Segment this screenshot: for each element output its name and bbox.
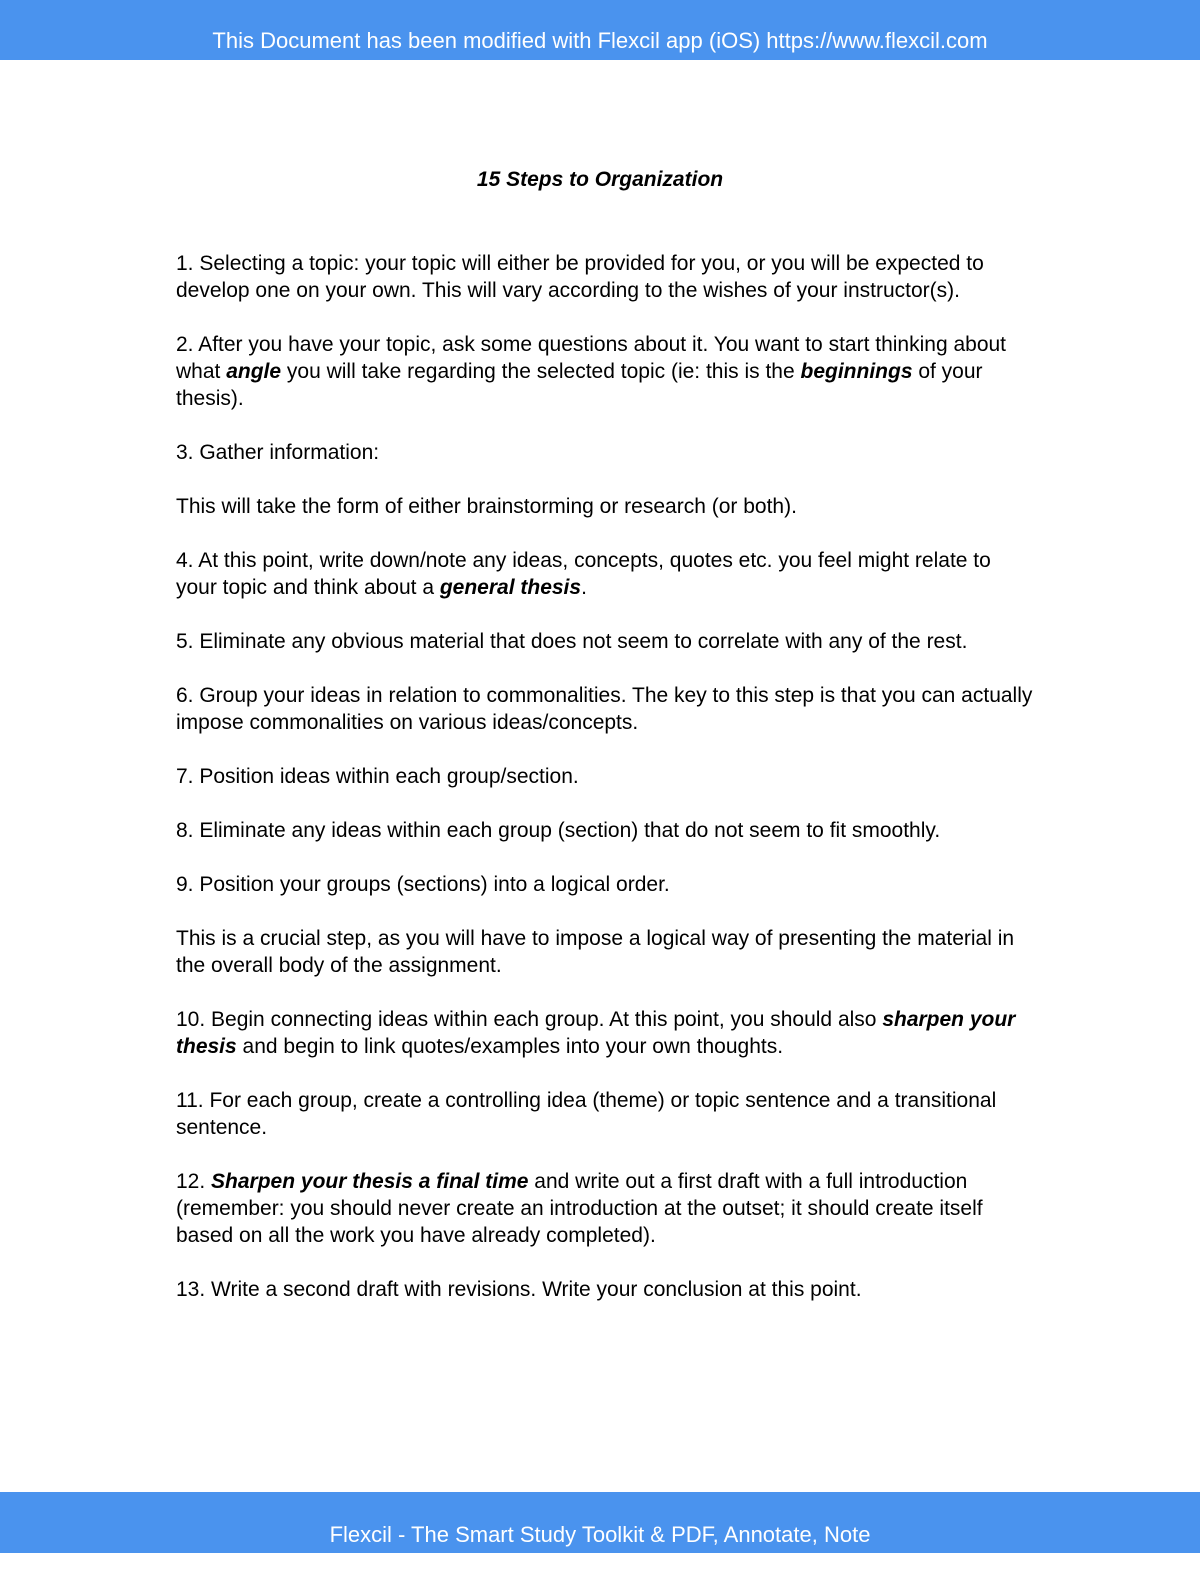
step-2-text-end: of your thesis). [176, 360, 983, 410]
step-4-text: 4. At this point, write down/note any ideas, concepts, quotes etc. you feel might relate to your topic and think about a [176, 549, 991, 599]
step-12-number: 12. [176, 1170, 212, 1193]
emphasis-beginnings: beginnings [800, 360, 913, 383]
step-12 [176, 1168, 1036, 1249]
step-3-note: This will take the form of either brainstorming or research (or both). [176, 495, 797, 518]
step-12-text: and write out a first draft with a full introduction (remember: you should never create an introduction at the outset; it should create itself based on all the work you have already completed). [176, 1170, 983, 1247]
emphasis-general-thesis: general thesis [439, 576, 582, 599]
header-banner: This Document has been modified with Flexcil app (iOS) https://www.flexcil.com [0, 0, 1200, 60]
step-9-note: This is a crucial step, as you will have to impose a logical way of presenting the material in the overall body of the assignment. [176, 927, 1015, 977]
step-11: 11. For each group, create a controlling idea (theme) or topic sentence and a transitional sentence. [176, 1089, 997, 1139]
emphasis-angle: angle [226, 360, 282, 383]
step-2 [176, 331, 1036, 412]
step-7: 7. Position ideas within each group/section. [176, 765, 579, 788]
step-8: 8. Eliminate any ideas within each group (section) that do not seem to fit smoothly. [176, 819, 941, 842]
step-6: 6. Group your ideas in relation to commonalities. The key to this step is that you can actually impose commonalities on various ideas/concepts. [176, 684, 1033, 734]
emphasis-sharpen-thesis: sharpen your thesis [176, 1008, 1016, 1058]
step-10 [176, 1006, 1036, 1060]
step-3: 3. Gather information: [176, 441, 380, 464]
step-4-text-end: . [581, 576, 587, 599]
footer-banner: Flexcil - The Smart Study Toolkit & PDF, Annotate, Note [0, 1492, 1200, 1553]
step-2-text: 2. After you have your topic, ask some questions about it. You want to start thinking about what [176, 333, 1007, 383]
step-10-text: 10. Begin connecting ideas within each group. At this point, you should also [176, 1008, 883, 1031]
step-13: 13. Write a second draft with revisions. Write your conclusion at this point. [176, 1278, 862, 1301]
step-2-text-cont: you will take regarding the selected topic (ie: this is the [281, 360, 801, 383]
step-4 [176, 547, 1036, 601]
page-title: 15 Steps to Organization [476, 168, 724, 191]
step-10-text-end: and begin to link quotes/examples into your own thoughts. [236, 1035, 784, 1058]
document-body [176, 250, 1036, 1330]
step-5: 5. Eliminate any obvious material that does not seem to correlate with any of the rest. [176, 630, 968, 653]
step-1: 1. Selecting a topic: your topic will either be provided for you, or you will be expected to develop one on your own. This will vary according to the wishes of your instructor(s). [176, 252, 984, 302]
emphasis-final-time: Sharpen your thesis a final time [211, 1170, 529, 1193]
step-9: 9. Position your groups (sections) into a logical order. [176, 873, 670, 896]
